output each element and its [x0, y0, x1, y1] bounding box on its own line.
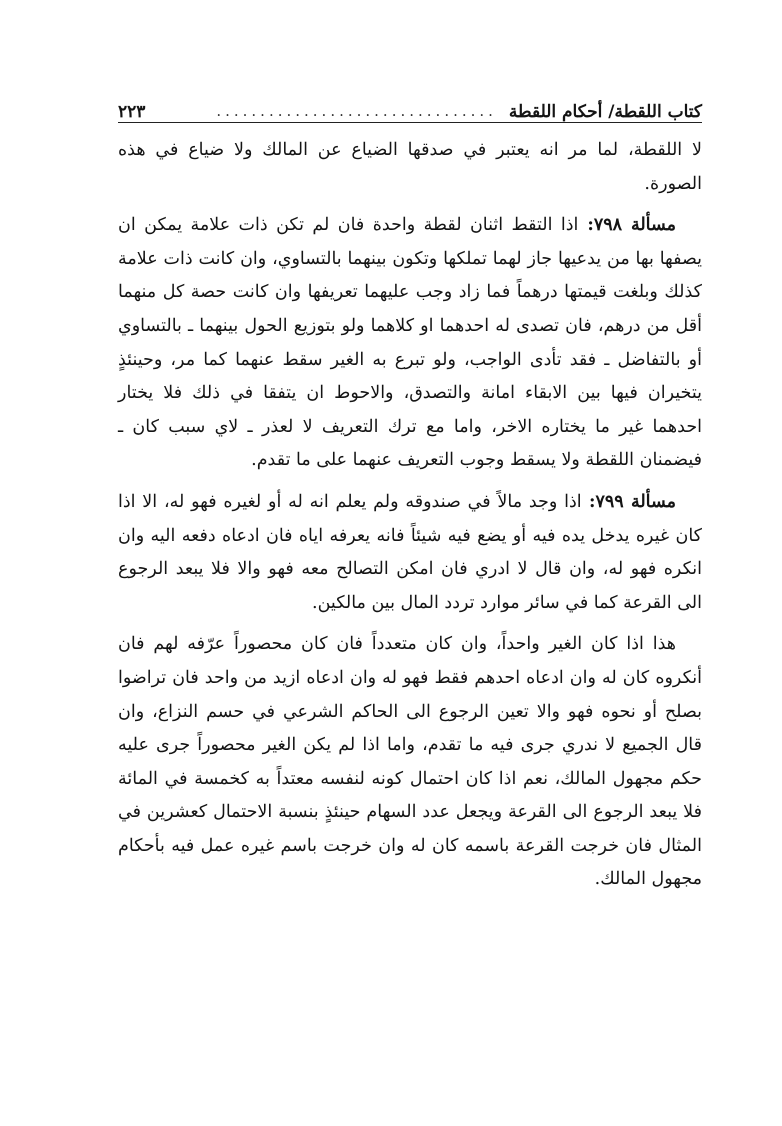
paragraph-text: اذا وجد مالاً في صندوقه ولم يعلم انه له أو لغيره فهو له، الا اذا كان غيره يدخل يده فيه أو يضع فيه شيئاً فانه يعرفه اياه فان ادعاه دفعه اليه وان انكره فهو له، وان قال لا ادري فان امكن التصالح معه فهو والا فلا يبعد الرجوع الى القرعة كما في سائر موارد تردد المال بين مالكين. [118, 491, 702, 613]
paragraph-masala-798 [118, 209, 702, 478]
paragraph-text: اذا التقط اثنان لقطة واحدة فان لم تكن ذات علامة يمكن ان يصفها بها من يدعيها جاز لهما تملكها وتكون بينهما بالتساوي، وان كانت ذات علامة كذلك وبلغت قيمتها درهماً فما زاد وجب عليهما تعريفها وان كانت حصة كل منهما أقل من درهم، فان تصدى له احدهما او كلاهما ولو بتوزيع الحول بينهما ـ بالتساوي أو بالتفاضل ـ فقد تأدى الواجب، ولو تبرع به الغير سقط عنهما كما مر، وحينئذٍ يتخيران فيها بين الابقاء امانة والتصدق، والاحوط ان يتفقا في ذلك فلا يختار احدهما غير ما يختاره الاخر، واما مع ترك التعريف لا لعذر ـ لاي سبب كان ـ فيضمنان اللقطة ولا يسقط وجوب التعريف عنهما على ما تقدم. [118, 215, 702, 471]
page-body [118, 134, 702, 897]
running-header [118, 86, 702, 123]
page-number: ٢٢٣ [118, 102, 146, 122]
paragraph-text: هذا اذا كان الغير واحداً، وان كان متعدداً فان كان محصوراً عرّفه لهم فان أنكروه كان له وان ادعاه احدهم فقط فهو له وان ادعاه ازيد من واحد فان تراضوا بصلح أو نحوه فهو والا تعين الرجوع الى الحاكم الشرعي في حسم النزاع، وان قال الجميع لا ندري جرى فيه ما تقدم، واما اذا لم يكن الغير محصوراً جرى عليه حكم مجهول المالك، نعم اذا كان احتمال كونه لنفسه معتداً به كخمسة في المائة فلا يبعد الرجوع الى القرعة ويجعل عدد السهام حينئذٍ بنسبة الاحتمال كعشرين في المثال فان خرجت القرعة باسمه كان له وان خرجت باسم غيره عمل فيه بأحكام مجهول المالك. [118, 634, 702, 890]
masala-798-label: مسألة ٧٩٨: [578, 215, 677, 236]
masala-799-label: مسألة ٧٩٩: [581, 491, 676, 512]
paragraph-text: لا اللقطة، لما مر انه يعتبر في صدقها الضياع عن المالك ولا ضياع في هذه الصورة. [118, 140, 702, 194]
paragraph-masala-799 [118, 486, 702, 620]
header-title: كتاب اللقطة/ أحكام اللقطة [508, 102, 702, 122]
paragraph-continuation [118, 134, 702, 201]
header-dot-leader: ................................ [216, 102, 497, 120]
paragraph-followup [118, 628, 702, 897]
